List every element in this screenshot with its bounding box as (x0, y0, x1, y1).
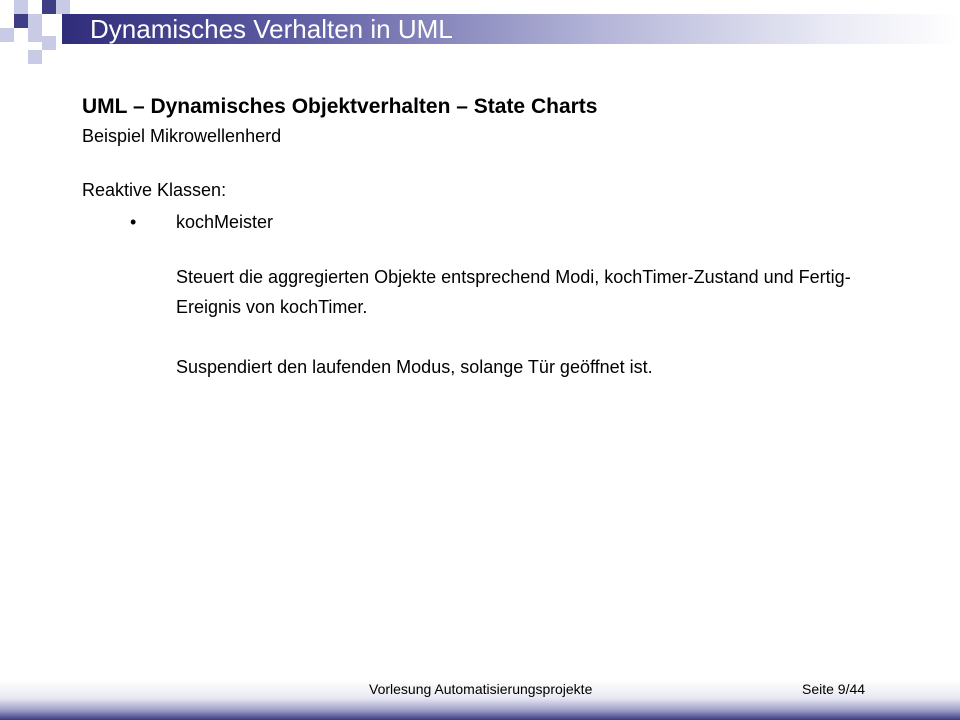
decor-square (28, 50, 42, 64)
bullet-label: kochMeister (176, 212, 274, 232)
description-paragraph: Steuert die aggregierten Objekte entsprechend Modi, kochTimer-Zustand und Fertig-Ereignis von kochTimer. (176, 267, 851, 317)
decor-square (0, 28, 14, 42)
bullet-icon: • (130, 212, 137, 232)
decor-square (42, 36, 56, 50)
page-number: Seite 9/44 (802, 681, 866, 697)
decor-square (42, 0, 56, 14)
footer-course: Vorlesung Automatisierungsprojekte (369, 681, 593, 697)
section-label: Reaktive Klassen: (82, 180, 227, 200)
decor-square (28, 14, 42, 28)
decor-square (56, 0, 70, 14)
decor-square (14, 0, 28, 14)
description-paragraph: Suspendiert den laufenden Modus, solange Tür geöffnet ist. (176, 357, 653, 377)
decor-square (14, 14, 28, 28)
content-subheading: Beispiel Mikrowellenherd (82, 126, 282, 146)
content-heading: UML – Dynamisches Objektverhalten – State Charts (82, 95, 598, 118)
decor-square (28, 28, 42, 42)
slide-title: Dynamisches Verhalten in UML (90, 14, 453, 44)
